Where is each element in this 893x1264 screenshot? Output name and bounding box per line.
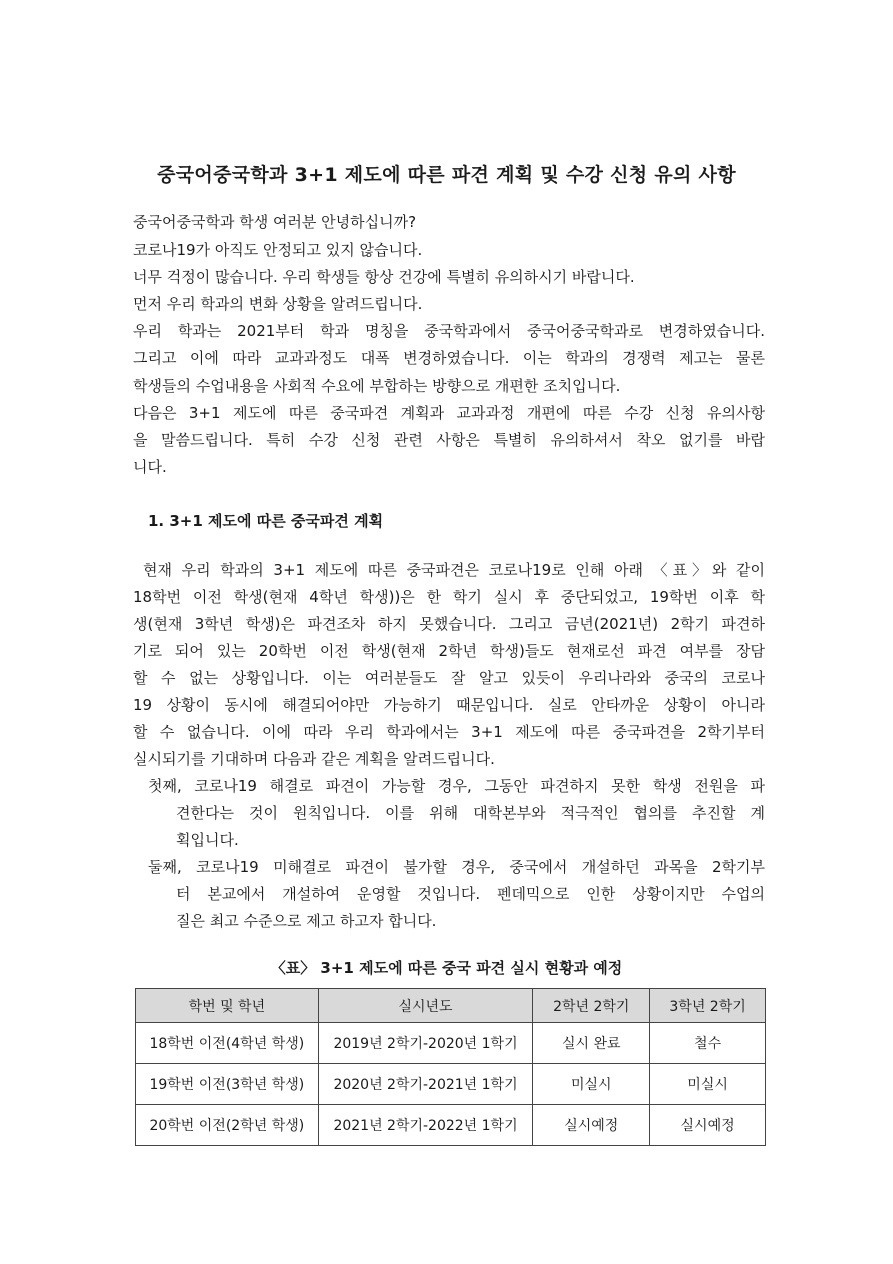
intro-line: 니다.: [133, 458, 167, 476]
plan-line: 견한다는 것이 원칙입니다. 이를 위해 대학본부와 적극적인 협의를 추진할 계: [176, 804, 765, 822]
body-line: 실시되기를 기대하며 다음과 같은 계획을 알려드립니다.: [133, 750, 495, 768]
table-cell: 2019년 2학기-2020년 1학기: [318, 1023, 533, 1064]
table-cell: 미실시: [533, 1064, 650, 1105]
body-line: 생(현재 3학년 학생)은 파견조차 하지 못했습니다. 그리고 금년(2021년) 2학기 파견하: [133, 615, 765, 633]
table-row: [136, 1023, 766, 1064]
table-cell: 2020년 2학기-2021년 1학기: [318, 1064, 533, 1105]
intro-line: 코로나19가 아직도 안정되고 있지 않습니다.: [133, 241, 423, 259]
plan-line: 둘째, 코로나19 미해결로 파견이 불가할 경우, 중국에서 개설하던 과목을 2학기부: [148, 858, 765, 876]
plan-line: 질은 최고 수준으로 제고 하고자 합니다.: [176, 912, 437, 930]
table-cell: 미실시: [650, 1064, 766, 1105]
body-line: 할 수 없습니다. 이에 따라 우리 학과에서는 3+1 제도에 따른 중국파견을 2학기부터: [133, 723, 765, 741]
dispatch-table: [135, 988, 766, 1146]
section-heading: 1. 3+1 제도에 따른 중국파견 계획: [148, 512, 384, 530]
table-cell: 20학번 이전(2학년 학생): [136, 1105, 319, 1146]
intro-line: 먼저 우리 학과의 변화 상황을 알려드립니다.: [133, 295, 423, 313]
intro-line: 학생들의 수업내용을 사회적 수요에 부합하는 방향으로 개편한 조치입니다.: [133, 377, 621, 395]
header-cell: 3학년 2학기: [650, 989, 766, 1023]
table-row: [136, 1064, 766, 1105]
header-cell: 2학년 2학기: [533, 989, 650, 1023]
body-line: 19 상황이 동시에 해결되어야만 가능하기 때문입니다. 실로 안타까운 상황이 아니라: [133, 696, 765, 714]
body-line: 18학번 이전 학생(현재 4학년 학생))은 한 학기 실시 후 중단되었고, 19학번 이후 학: [133, 588, 765, 606]
body-line: 기로 되어 있는 20학번 이전 학생(현재 2학년 학생)들도 현재로선 파견 여부를 장담: [133, 642, 765, 660]
table-cell: 실시예정: [650, 1105, 766, 1146]
plan-line: 첫째, 코로나19 해결로 파견이 가능할 경우, 그동안 파견하지 못한 학생 전원을 파: [148, 777, 765, 795]
body-line: 현재 우리 학과의 3+1 제도에 따른 중국파견은 코로나19로 인해 아래 〈표〉와 같이: [143, 561, 765, 579]
intro-line: 우리 학과는 2021부터 학과 명칭을 중국학과에서 중국어중국학과로 변경하였습니다.: [133, 322, 765, 340]
table-cell: 철수: [650, 1023, 766, 1064]
plan-line: 획입니다.: [176, 831, 239, 849]
intro-line: 너무 걱정이 많습니다. 우리 학생들 항상 건강에 특별히 유의하시기 바랍니다.: [133, 268, 635, 286]
document-title: 중국어중국학과 3+1 제도에 따른 파견 계획 및 수강 신청 유의 사항: [157, 164, 736, 186]
table-caption: 〈표〉 3+1 제도에 따른 중국 파견 실시 현황과 예정: [270, 959, 623, 977]
intro-line: 을 말씀드립니다. 특히 수강 신청 관련 사항은 특별히 유의하셔서 착오 없기를 바랍: [133, 431, 765, 449]
intro-line: 다음은 3+1 제도에 따른 중국파견 계획과 교과과정 개편에 따른 수강 신청 유의사항: [133, 404, 765, 422]
header-cell: 학번 및 학년: [136, 989, 319, 1023]
table-cell: 2021년 2학기-2022년 1학기: [318, 1105, 533, 1146]
table-row: [136, 1105, 766, 1146]
table-cell: 18학번 이전(4학년 학생): [136, 1023, 319, 1064]
header-cell: 실시년도: [318, 989, 533, 1023]
table-header-row: [136, 989, 766, 1023]
table-cell: 실시 완료: [533, 1023, 650, 1064]
intro-line: 중국어중국학과 학생 여러분 안녕하십니까?: [133, 213, 417, 231]
table-cell: 실시예정: [533, 1105, 650, 1146]
plan-line: 터 본교에서 개설하여 운영할 것입니다. 펜데믹으로 인한 상황이지만 수업의: [176, 885, 765, 903]
table-cell: 19학번 이전(3학년 학생): [136, 1064, 319, 1105]
body-line: 할 수 없는 상황입니다. 이는 여러분들도 잘 알고 있듯이 우리나라와 중국의 코로나: [133, 669, 765, 687]
intro-line: 그리고 이에 따라 교과과정도 대폭 변경하였습니다. 이는 학과의 경쟁력 제고는 물론: [133, 349, 765, 367]
